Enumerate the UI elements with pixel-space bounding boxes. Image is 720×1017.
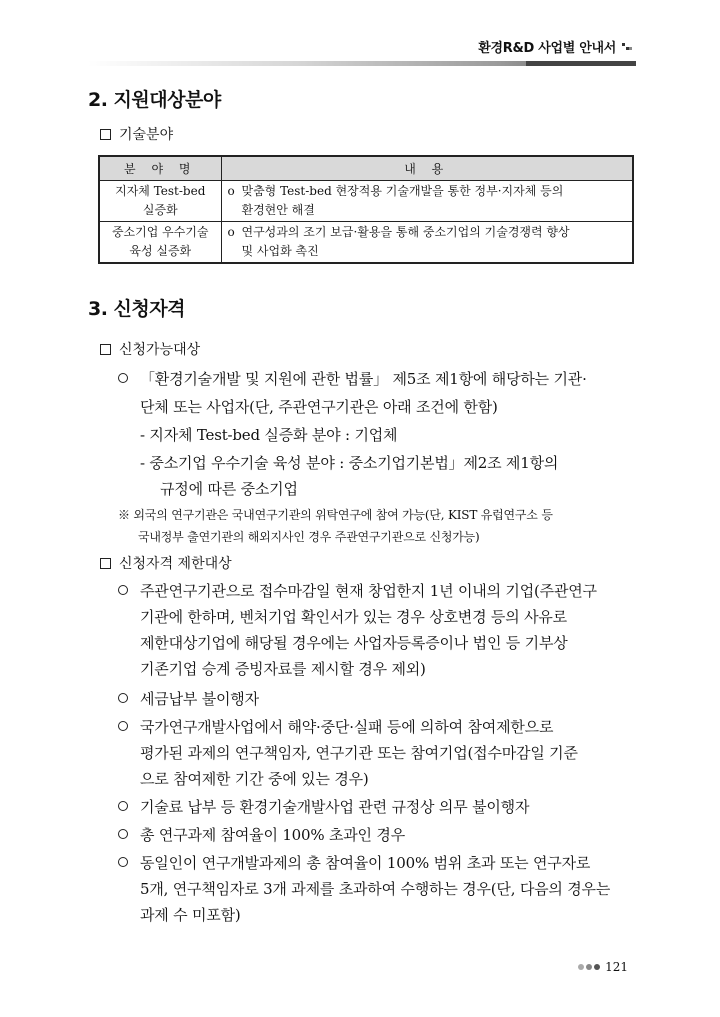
header-rule <box>88 61 636 66</box>
list-item <box>118 688 259 709</box>
bullet-text: o <box>227 183 235 198</box>
line-text: 기관에 한하며, 벤처기업 확인서가 있는 경우 상호변경 등의 사유로 <box>140 608 567 626</box>
square-bullet-icon <box>100 344 111 355</box>
square-bullet-icon <box>100 129 111 140</box>
page-header <box>88 30 636 66</box>
table-cell-content <box>221 221 633 263</box>
line-text: 으로 참여제한 기간 중에 있는 경우) <box>140 770 369 788</box>
cell-text: 맞춤형 Test-bed 현장적용 기술개발을 통한 정부·지자체 등의 <box>241 183 564 198</box>
cell-text: 지자체 Test-bed <box>115 183 206 198</box>
page-dots-icon <box>578 964 600 970</box>
cell-text: 중소기업 우수기술 <box>111 224 209 239</box>
list-item <box>118 824 405 845</box>
note-text: 국내정부 출연기관의 해외지사인 경우 주관연구기관으로 신청가능) <box>138 530 480 544</box>
box-label: 기술분야 <box>119 127 174 143</box>
note-text: ※ 외국의 연구기관은 국내연구기관의 위탁연구에 참여 가능(단, KIST 유럽연구소 등 <box>118 508 553 522</box>
box-label: 신청가능대상 <box>119 342 201 358</box>
line-text: 기존기업 승계 증빙자료를 제시할 경우 제외) <box>140 660 426 678</box>
line-text: 제한대상기업에 해당될 경우에는 사업자등록증이나 법인 등 기부상 <box>140 634 568 652</box>
line-text: 동일인이 연구개발과제의 총 참여율이 100% 범위 초과 또는 연구자로 <box>140 854 591 872</box>
table-header-cell: 분 야 명 <box>99 156 221 180</box>
table-header-row <box>99 156 633 180</box>
table-cell-name <box>99 221 221 263</box>
support-field-table <box>98 155 634 264</box>
circle-bullet-icon <box>118 801 128 811</box>
table-cell-content <box>221 180 633 221</box>
list-item <box>118 796 529 817</box>
circle-bullet-icon <box>118 585 128 595</box>
square-bullet-icon <box>100 558 111 569</box>
header-mark-icon <box>622 43 632 51</box>
table-header-cell: 내 용 <box>221 156 633 180</box>
list-item <box>118 852 590 873</box>
page-footer <box>578 960 628 974</box>
cell-text: 연구성과의 조기 보급·활용을 통해 중소기업의 기술경쟁력 향상 <box>241 224 570 239</box>
section-title-2: 2. 지원대상분야 <box>88 89 221 111</box>
list-item <box>118 368 587 389</box>
line-text: 5개, 연구책임자로 3개 과제를 초과하여 수행하는 경우(단, 다음의 경우는 <box>140 880 611 898</box>
circle-bullet-icon <box>118 721 128 731</box>
line-text: - 중소기업 우수기술 육성 분야 : 중소기업기본법」제2조 제1항의 <box>140 454 559 472</box>
circle-bullet-icon <box>118 693 128 703</box>
box-item-eligible <box>100 339 200 359</box>
cell-text: 실증화 <box>142 202 178 217</box>
line-text: 주관연구기관으로 접수마감일 현재 창업한지 1년 이내의 기업(주관연구 <box>140 582 597 600</box>
line-text: 「환경기술개발 및 지원에 관한 법률」 제5조 제1항에 해당하는 기관· <box>140 370 587 388</box>
line-text: 단체 또는 사업자(단, 주관연구기관은 아래 조건에 한함) <box>140 398 498 416</box>
circle-bullet-icon <box>118 857 128 867</box>
cell-text: 및 사업화 촉진 <box>241 243 319 258</box>
line-text: 총 연구과제 참여율이 100% 초과인 경우 <box>140 826 405 844</box>
line-text: 과제 수 미포함) <box>140 906 241 924</box>
section-title-3: 3. 신청자격 <box>88 298 185 320</box>
table-row <box>99 221 633 263</box>
box-label: 신청자격 제한대상 <box>119 556 232 572</box>
line-text: 규정에 따른 중소기업 <box>160 480 298 498</box>
list-item <box>118 580 597 601</box>
line-text: 국가연구개발사업에서 해약·중단·실패 등에 의하여 참여제한으로 <box>140 718 554 736</box>
table-row <box>99 180 633 221</box>
circle-bullet-icon <box>118 829 128 839</box>
cell-text: 육성 실증화 <box>129 243 192 258</box>
line-text: - 지자체 Test-bed 실증화 분야 : 기업체 <box>140 426 398 444</box>
line-text: 평가된 과제의 연구책임자, 연구기관 또는 참여기업(접수마감일 기준 <box>140 744 578 762</box>
line-text: 세금납부 불이행자 <box>140 690 259 708</box>
bullet-text: o <box>227 224 235 239</box>
table-cell-name <box>99 180 221 221</box>
cell-text: 환경현안 해결 <box>241 202 315 217</box>
page-number: 121 <box>605 960 628 974</box>
circle-bullet-icon <box>118 373 128 383</box>
box-item-restricted <box>100 553 232 573</box>
header-title: 환경R&D 사업별 안내서 <box>478 41 616 56</box>
box-item-tech-field <box>100 124 173 144</box>
line-text: 기술료 납부 등 환경기술개발사업 관련 규정상 의무 불이행자 <box>140 798 530 816</box>
list-item <box>118 716 553 737</box>
